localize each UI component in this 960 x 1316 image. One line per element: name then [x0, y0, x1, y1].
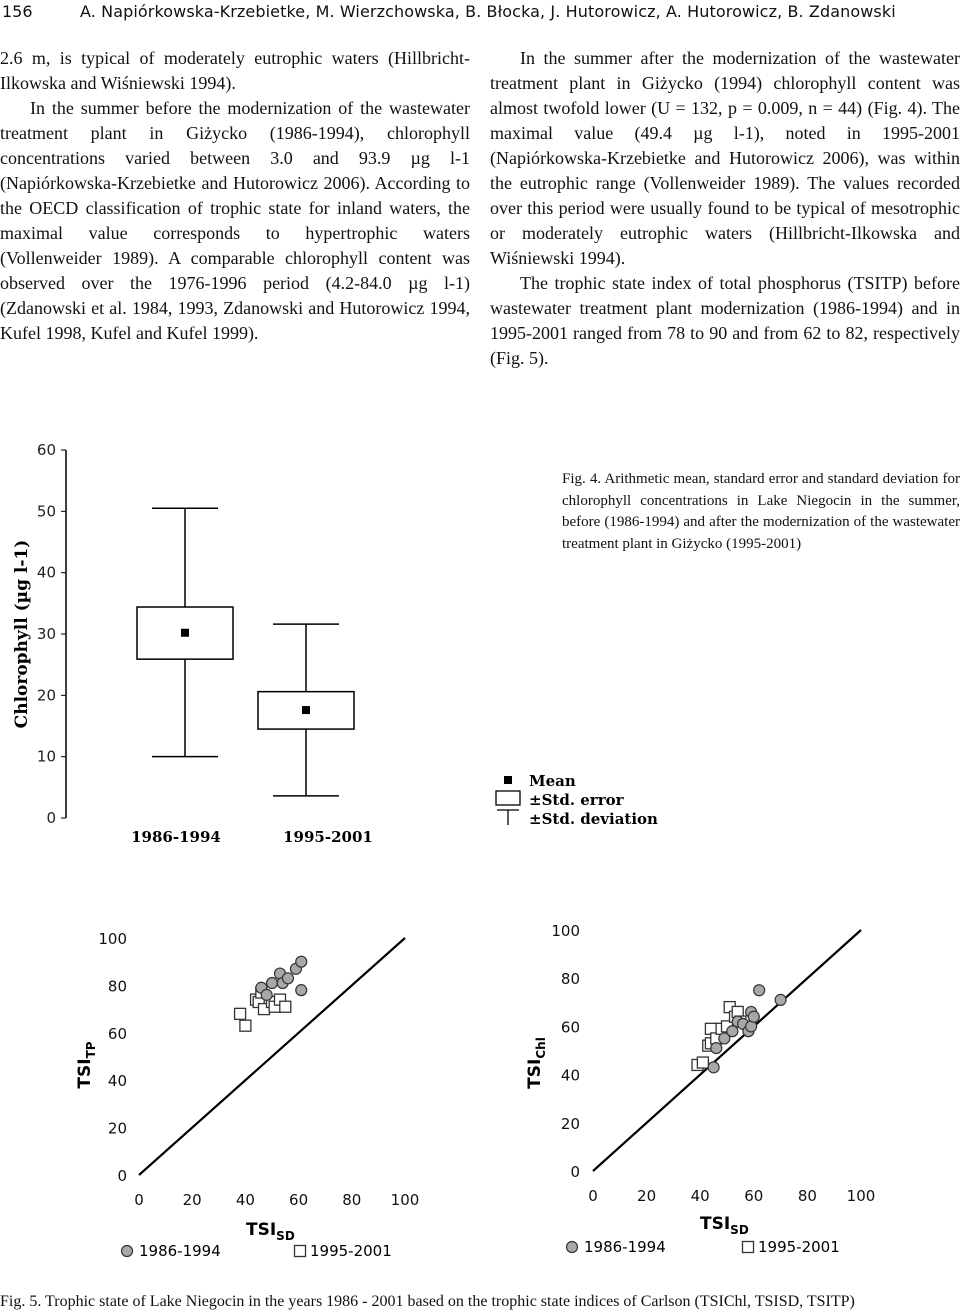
legend-se-box [496, 791, 520, 805]
data-point-1986-1994 [775, 994, 786, 1005]
x-tick-label: 40 [235, 1191, 255, 1209]
one-to-one-line [139, 938, 405, 1175]
y-axis-label: $TSI_{Chl}$ [525, 1037, 548, 1089]
data-point-1986-1994 [267, 978, 278, 989]
legend-sd-label: ±Std. deviation [529, 810, 658, 828]
legend-se-label: ±Std. error [529, 791, 624, 809]
right-paragraph-2: The trophic state index of total phosphorus (TSITP) before wastewater treatment plant modernization (1986-1994) and in 1995-2001 ranged from 78 to 90 and from 62 to 82, respectively (Fig. 5). [490, 273, 960, 368]
x-axis-label: $TSI_{SD}$ [246, 1220, 295, 1243]
x-category-label: 1986-1994 [131, 828, 221, 846]
x-tick-label: 0 [588, 1187, 598, 1205]
y-tick-label: 40 [36, 563, 56, 582]
data-point-1986-1994 [748, 1011, 759, 1022]
x-tick-label: 40 [690, 1187, 710, 1205]
y-tick-label: 60 [36, 441, 56, 459]
fig5-left-scatter [0, 915, 470, 1285]
y-axis-label: $TSI_{TP}$ [75, 1041, 98, 1089]
left-column [0, 46, 470, 346]
data-point-1986-1994 [296, 956, 307, 967]
y-axis-label: Chlorophyll (µg l-1) [12, 539, 32, 729]
x-tick-label: 0 [134, 1191, 144, 1209]
data-point-1986-1994 [282, 973, 293, 984]
right-column [490, 46, 960, 371]
data-point-1995-2001 [280, 1001, 291, 1012]
x-tick-label: 60 [289, 1191, 309, 1209]
y-tick-label: 60 [107, 1024, 127, 1043]
fig5-caption: Fig. 5. Trophic state of Lake Niegocin in the years 1986 - 2001 based on the trophic state indices of Carlson (TSIChl, TSISD, TSITP) [0, 1293, 855, 1310]
x-tick-label: 60 [744, 1187, 764, 1205]
legend-mean-label: Mean [529, 772, 576, 790]
y-tick-label: 30 [36, 625, 56, 643]
x-tick-label: 80 [342, 1191, 362, 1209]
legend-marker-1986-1994 [122, 1246, 133, 1257]
data-point-1995-2001 [697, 1057, 708, 1068]
x-axis-label: $TSI_{SD}$ [700, 1214, 749, 1237]
x-tick-label: 20 [637, 1187, 657, 1205]
legend-label-1995-2001: 1995-2001 [310, 1242, 392, 1260]
legend-label-1986-1994: 1986-1994 [139, 1242, 221, 1260]
page-header [0, 0, 960, 26]
legend-label-1986-1994: 1986-1994 [584, 1238, 666, 1256]
legend-label-1995-2001: 1995-2001 [758, 1238, 840, 1256]
y-tick-label: 20 [560, 1114, 580, 1133]
data-point-1986-1994 [261, 989, 272, 1000]
legend-marker-1995-2001 [743, 1242, 754, 1253]
data-point-1995-2001 [235, 1008, 246, 1019]
y-tick-label: 20 [107, 1119, 127, 1138]
data-point-1986-1994 [708, 1062, 719, 1073]
x-tick-label: 80 [797, 1187, 817, 1205]
y-tick-label: 0 [570, 1163, 580, 1181]
page-number: 156 [2, 2, 33, 21]
y-tick-label: 60 [560, 1018, 580, 1037]
data-point-1995-2001 [240, 1020, 251, 1031]
legend-mean-marker [504, 776, 512, 784]
y-tick-label: 100 [551, 922, 580, 940]
fig4-caption: Fig. 4. Arithmetic mean, standard error and standard deviation for chlorophyll concentrations in Lake Niegocin in the summer, before (1986-1994) and after the modernization of the wastewater treatment plant in Giżycko (1995-2001) [562, 471, 960, 552]
y-tick-label: 0 [46, 809, 56, 827]
y-tick-label: 20 [36, 686, 56, 705]
x-tick-label: 100 [390, 1191, 420, 1209]
data-point-1986-1994 [296, 985, 307, 996]
legend-marker-1995-2001 [295, 1246, 306, 1257]
data-point-1986-1994 [711, 1043, 722, 1054]
x-tick-label: 100 [846, 1187, 876, 1205]
x-tick-label: 20 [182, 1191, 202, 1209]
y-tick-label: 40 [560, 1066, 580, 1085]
right-paragraph-1: In the summer after the modernization of the wastewater treatment plant in Giżycko (1994) chlorophyll content was almost twofold lower (U = 132, p = 0.009, n = 44) (Fig. 4). The maximal value (49.4 µg l-1), noted in 1995-2001 (Napiórkowska-Krzebietke and Hutorowicz 2006), was within the eutrophic range (Vollenweider 1989). The values recorded over this period were usually found to be typical of mesotrophic or moderately eutrophic waters (Hillbricht-Ilkowska and Wiśniewski 1994). [490, 48, 960, 268]
x-category-label: 1995-2001 [283, 828, 373, 846]
y-tick-label: 50 [36, 502, 56, 521]
y-tick-label: 0 [117, 1167, 127, 1185]
y-tick-label: 10 [36, 747, 56, 766]
running-head-authors: A. Napiórkowska-Krzebietke, M. Wierzchowska, B. Błocka, J. Hutorowicz, A. Hutorowicz, B. Zdanowski [80, 2, 896, 21]
y-tick-label: 40 [107, 1072, 127, 1091]
mean-marker [302, 706, 310, 714]
y-tick-label: 100 [98, 930, 127, 948]
left-paragraph-2: In the summer before the modernization of the wastewater treatment plant in Giżycko (1986-1994), chlorophyll concentrations varied between 3.0 and 93.9 µg l-1 (Napiórkowska-Krzebietke and Hutorowicz 2006). According to the OECD classification of trophic state for inland waters, the maximal value corresponds to hypertrophic waters (Vollenweider 1989). A comparable chlorophyll content was observed over the 1976-1996 period (4.2-84.0 µg l-1) (Zdanowski et al. 1984, 1993, Zdanowski and Hutorowicz 1994, Kufel 1998, Kufel and Kufel 1999). [0, 98, 470, 343]
mean-marker [181, 629, 189, 637]
left-paragraph-1: 2.6 m, is typical of moderately eutrophic waters (Hillbricht-Ilkowska and Wiśniewski 1994). [0, 48, 470, 93]
data-point-1986-1994 [754, 985, 765, 996]
y-tick-label: 80 [107, 977, 127, 996]
one-to-one-line [593, 930, 861, 1171]
y-tick-label: 80 [560, 970, 580, 989]
legend-marker-1986-1994 [567, 1242, 578, 1253]
fig5-right-scatter [490, 915, 960, 1285]
